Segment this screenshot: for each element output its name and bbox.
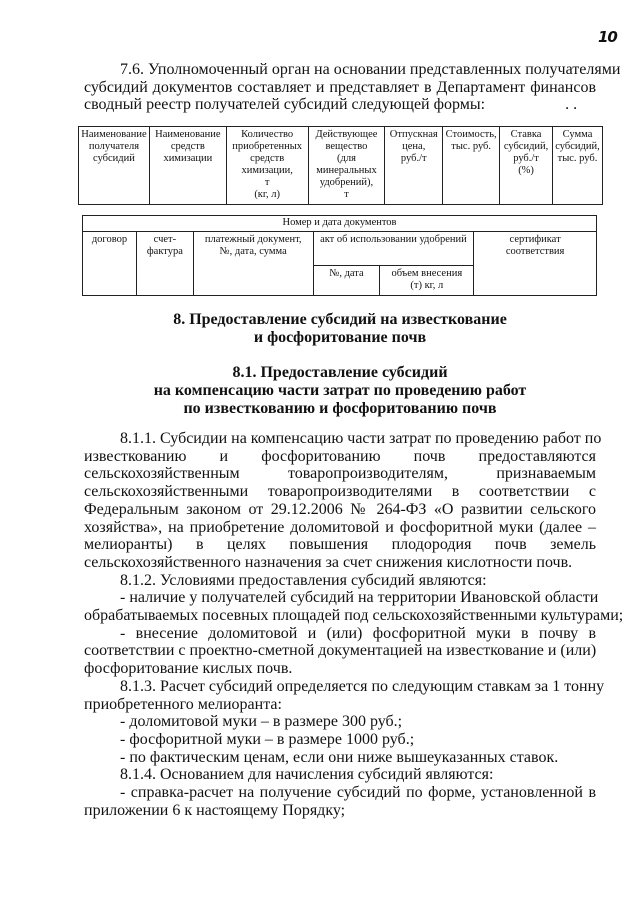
paragraph-line: хозяйства», на приобретение доломитовой и фосфоритной муки (далее – bbox=[84, 518, 596, 536]
documents-table bbox=[82, 215, 597, 296]
header-act-volume bbox=[380, 266, 474, 296]
cell-text-line: т bbox=[344, 189, 349, 200]
paragraph-line: - внесение доломитовой и (или) фосфоритной муки в почву в bbox=[120, 624, 596, 642]
cell-text-line: соответствия bbox=[505, 246, 565, 257]
cell-text-line: тыс. руб. bbox=[557, 153, 598, 164]
cell-text-line: средств bbox=[170, 141, 205, 152]
cell-text-line: получателя bbox=[88, 141, 140, 152]
paragraph-line-text: сводный реестр получателей субсидий следующей формы: bbox=[84, 96, 486, 114]
registry-table-main bbox=[78, 126, 603, 205]
heading-line: на компенсацию части затрат по проведению работ bbox=[153, 382, 527, 399]
header-usage-act: акт об использовании удобрений bbox=[313, 232, 474, 266]
cell-text-line: приобретенных bbox=[232, 141, 303, 152]
section-8-1-body bbox=[84, 430, 624, 819]
cell-text-line: (%) bbox=[518, 165, 534, 176]
cell-text-line: удобрений), bbox=[319, 177, 374, 188]
page-number: 10 bbox=[598, 28, 617, 46]
paragraph-line: 8.1.4. Основанием для начисления субсидий являются: bbox=[120, 766, 494, 784]
cell-text-line: (т) кг, л bbox=[410, 280, 444, 291]
paragraph-line: фосфоритование кислых почв. bbox=[84, 660, 293, 678]
cell-text-line: химизации bbox=[163, 153, 213, 164]
cell-text-line: руб./т bbox=[400, 153, 427, 164]
cell-text-line: субсидий bbox=[93, 153, 135, 164]
header-act-number-date: №, дата bbox=[313, 266, 380, 296]
paragraph-line: 8.1.1. Субсидии на компенсацию части затрат по проведению работ по bbox=[120, 430, 602, 447]
paragraph-line: мелиоранты) в целях повышения плодородия почв земель bbox=[84, 536, 596, 554]
section-8-heading bbox=[80, 311, 600, 347]
cell-text-line: химизации, bbox=[241, 165, 293, 176]
cell-text-line: субсидий, bbox=[503, 141, 549, 152]
header-invoice bbox=[136, 232, 193, 296]
cell-text-line: Отпускная bbox=[389, 129, 438, 140]
header-cost bbox=[443, 127, 500, 205]
cell-text-line: Стоимость, bbox=[445, 129, 497, 140]
paragraph-line: сельскохозяйственным товаропроизводителям, признаваемым bbox=[84, 465, 596, 483]
paragraph-line: приложении 6 к настоящему Порядку; bbox=[84, 801, 346, 819]
header-payment-document bbox=[193, 232, 313, 296]
cell-text-line: субсидий, bbox=[555, 141, 600, 152]
paragraph-7-6 bbox=[84, 61, 621, 114]
cell-text-line: Наименование bbox=[81, 129, 147, 140]
paragraph-line: - наличие у получателей субсидий на территории Ивановской области bbox=[120, 589, 599, 607]
header-chemicals-name bbox=[149, 127, 226, 205]
cell-text-line: руб./т bbox=[513, 153, 539, 164]
paragraph-line: 8.1.2. Условиями предоставления субсидий являются: bbox=[120, 571, 487, 589]
cell-text-line: Сумма bbox=[562, 129, 593, 140]
table-header-row bbox=[79, 127, 603, 205]
paragraph-line: обрабатываемых посевных площадей под сельскохозяйственными культурами; bbox=[84, 607, 624, 625]
header-active-substance bbox=[308, 127, 385, 205]
cell-text-line: тыс. руб. bbox=[451, 141, 492, 152]
header-recipient-name bbox=[79, 127, 150, 205]
heading-line: 8.1. Предоставление субсидий bbox=[232, 364, 448, 381]
paragraph-line: 8.1.3. Расчет субсидий определяется по следующим ставкам за 1 тонну bbox=[120, 677, 605, 695]
cell-text-line: №, дата, сумма bbox=[219, 246, 287, 257]
cell-text-line: платежный документ, bbox=[204, 234, 302, 245]
cell-text-line: Ставка bbox=[510, 129, 542, 140]
cell-text-line: т bbox=[264, 177, 270, 188]
cell-text-line: вещество bbox=[325, 141, 368, 152]
paragraph-line: известкованию и фосфоритованию почв предоставляются bbox=[84, 447, 596, 465]
section-8-1-heading bbox=[80, 364, 600, 418]
cell-text-line: счет- bbox=[153, 234, 177, 245]
paragraph-line: субсидий документов составляет и представляет в Департамент финансов bbox=[84, 78, 596, 96]
paragraph-line bbox=[84, 96, 596, 114]
paragraph-line: - доломитовой муки – в размере 300 руб.; bbox=[120, 713, 403, 731]
cell-text-line: Наименование bbox=[155, 129, 221, 140]
header-certificate bbox=[474, 232, 597, 296]
cell-text-line: цена, bbox=[402, 141, 426, 152]
paragraph-line: соответствии с проектно-сметной документацией на известкование и (или) bbox=[84, 642, 597, 660]
table-group-header-row bbox=[83, 216, 597, 232]
paragraph-line: - по фактическим ценам, если они ниже вышеуказанных ставок. bbox=[120, 748, 559, 766]
cell-text-line: (кг, л) bbox=[254, 189, 281, 200]
cell-text-line: Количество bbox=[241, 129, 294, 140]
header-contract: договор bbox=[83, 232, 137, 296]
cell-text-line: объем внесения bbox=[391, 268, 463, 279]
cell-text-line: Действующее bbox=[315, 129, 378, 140]
cell-text-line: минеральных bbox=[316, 165, 377, 176]
header-chemicals-quantity bbox=[226, 127, 308, 205]
heading-line: и фосфоритование почв bbox=[253, 329, 427, 346]
header-documents-group: Номер и дата документов bbox=[83, 216, 597, 232]
heading-line: по известкованию и фосфоритованию почв bbox=[183, 400, 497, 417]
paragraph-line: Федеральным законом от 29.12.2006 № 264-ФЗ «О развитии сельского bbox=[84, 500, 596, 518]
table-header-row bbox=[83, 232, 597, 266]
header-selling-price bbox=[385, 127, 443, 205]
paragraph-line: - фосфоритной муки – в размере 1000 руб.; bbox=[120, 730, 415, 748]
paragraph-line: 7.6. Уполномоченный орган на основании представленных получателями bbox=[120, 61, 621, 78]
paragraph-line: - справка-расчет на получение субсидий по форме, установленной в bbox=[120, 784, 596, 802]
cell-text-line: фактура bbox=[146, 246, 183, 257]
cell-text-line: (для bbox=[336, 153, 356, 164]
header-subsidy-amount bbox=[553, 127, 603, 205]
cell-text-line: средств bbox=[250, 153, 285, 164]
paragraph-line: сельскохозяйственными товаропроизводителями в соответствии с bbox=[84, 483, 596, 501]
paragraph-line: сельскохозяйственного назначения за счет снижения кислотности почв. bbox=[84, 553, 573, 571]
stray-dots: . . bbox=[565, 96, 578, 114]
cell-text-line: сертификат bbox=[509, 234, 561, 245]
header-subsidy-rate bbox=[500, 127, 553, 205]
paragraph-line: приобретенного мелиоранта: bbox=[84, 695, 282, 713]
heading-line: 8. Предоставление субсидий на известкование bbox=[173, 311, 507, 328]
